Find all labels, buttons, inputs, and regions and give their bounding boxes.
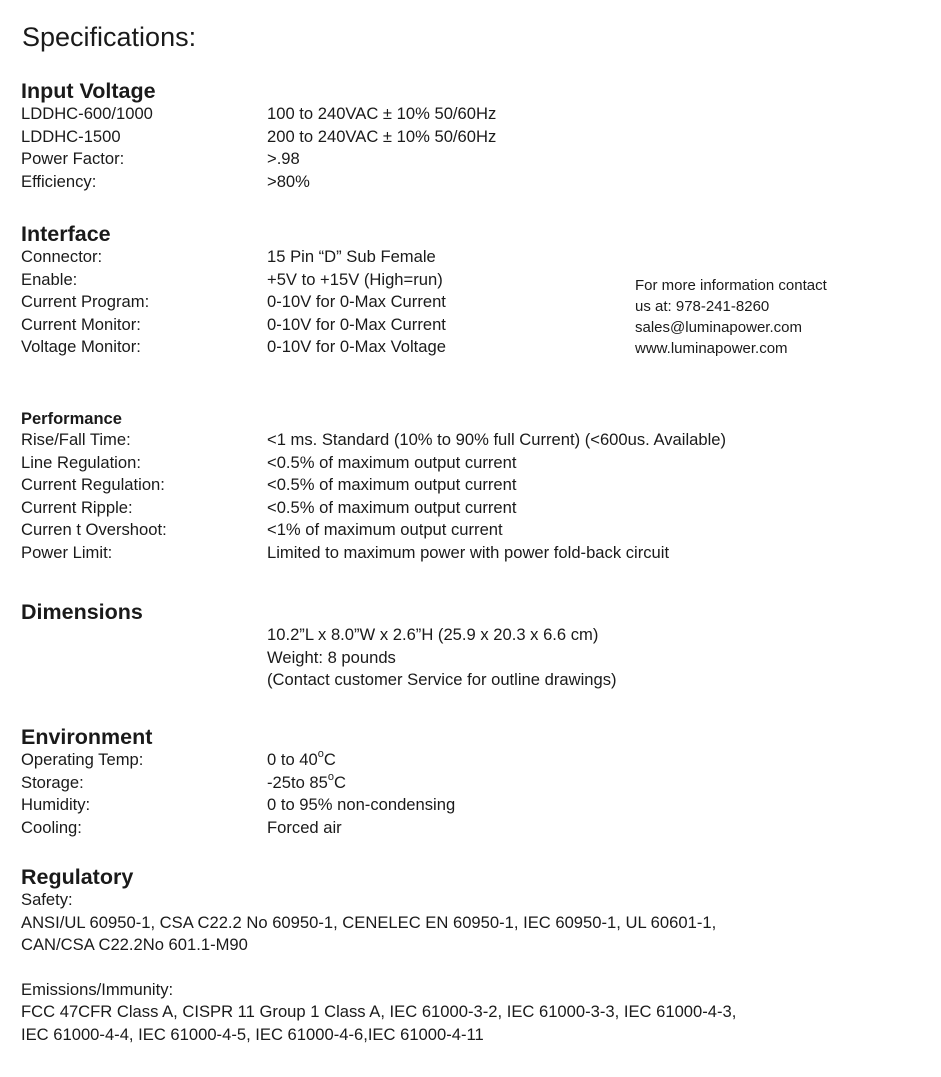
contact-website: www.luminapower.com — [635, 340, 788, 357]
safety-label: Safety: — [21, 890, 73, 909]
environment-heading: Environment — [21, 725, 153, 749]
spec-value: 0-10V for 0-Max Voltage — [267, 337, 446, 357]
contact-phone: us at: 978-241-8260 — [635, 298, 770, 315]
spec-value: -25to 85$^o$C — [267, 771, 346, 792]
spec-row — [21, 519, 503, 542]
performance-section — [21, 409, 727, 565]
spec-value: >.98 — [267, 149, 300, 169]
regulatory-heading: Regulatory — [21, 865, 134, 889]
spec-row — [21, 429, 727, 452]
spec-label: Enable: — [21, 269, 78, 289]
input-voltage-section — [21, 79, 497, 193]
spec-label: Efficiency: — [21, 171, 97, 191]
spec-value: 0-10V for 0-Max Current — [267, 292, 446, 312]
spec-value: <1 ms. Standard (10% to 90% full Current) (<600us. Available) — [267, 430, 727, 449]
spec-label: Current Monitor: — [21, 314, 141, 334]
spec-row — [21, 246, 436, 269]
spec-row — [21, 336, 446, 359]
emissions-label: Emissions/Immunity: — [21, 979, 174, 999]
spec-row — [21, 771, 346, 795]
spec-value: Weight: 8 pounds — [267, 647, 396, 667]
spec-row — [21, 542, 670, 565]
regulatory-section — [21, 865, 736, 1047]
spec-label: Cooling: — [21, 817, 82, 837]
emissions-standards-line: FCC 47CFR Class A, CISPR 11 Group 1 Class A, IEC 61000-3-2, IEC 61000-3-3, IEC 61000-4-3, — [21, 1002, 737, 1022]
spec-row — [21, 669, 617, 692]
contact-line: For more information contact — [635, 277, 827, 294]
spec-row — [21, 624, 599, 647]
spec-label: Rise/Fall Time: — [21, 430, 131, 449]
spec-value: <0.5% of maximum output current — [267, 497, 517, 517]
spec-value: 0-10V for 0-Max Current — [267, 314, 446, 334]
spec-value: Limited to maximum power with power fold-back circuit — [267, 542, 670, 562]
spec-value: <0.5% of maximum output current — [267, 475, 517, 495]
spec-row — [21, 497, 517, 520]
spec-row — [21, 794, 456, 817]
spec-label: Humidity: — [21, 795, 91, 815]
spec-row — [21, 474, 517, 497]
environment-section — [21, 725, 456, 839]
spec-row — [21, 269, 443, 292]
dimensions-section — [21, 600, 617, 692]
spec-label: LDDHC-1500 — [21, 126, 121, 146]
spec-label: Curren t Overshoot: — [21, 520, 167, 540]
spec-row — [21, 126, 497, 149]
spec-value: Forced air — [267, 817, 342, 837]
spec-label: Power Limit: — [21, 542, 113, 562]
contact-info — [635, 275, 827, 359]
spec-label: Operating Temp: — [21, 750, 144, 769]
spec-value: 0 to 40$^o$C — [267, 748, 336, 769]
spec-row — [21, 171, 310, 194]
spec-value: >80% — [267, 171, 310, 191]
spec-row — [21, 647, 396, 670]
spec-label: Current Regulation: — [21, 475, 165, 495]
interface-section — [21, 222, 446, 359]
spec-value: +5V to +15V (High=run) — [267, 269, 443, 289]
input-voltage-heading: Input Voltage — [21, 79, 156, 103]
spec-row — [21, 452, 517, 475]
spec-value: 15 Pin “D” Sub Female — [267, 247, 436, 266]
spec-value: 10.2”L x 8.0”W x 2.6”H (25.9 x 20.3 x 6.6 cm) — [267, 625, 599, 644]
spec-value: <1% of maximum output current — [267, 520, 503, 540]
degree-mark: o — [327, 771, 335, 784]
page-title: Specifications: — [22, 22, 197, 52]
spacer — [21, 957, 736, 979]
spec-row — [21, 817, 342, 840]
spec-row — [21, 314, 446, 337]
interface-heading: Interface — [21, 222, 111, 246]
spec-value: (Contact customer Service for outline drawings) — [267, 670, 617, 690]
spec-row — [21, 103, 497, 126]
performance-heading: Performance — [21, 410, 122, 428]
spec-value: 200 to 240VAC ± 10% 50/60Hz — [267, 126, 497, 146]
contact-email: sales@luminapower.com — [635, 319, 802, 336]
spec-label: Current Program: — [21, 292, 150, 312]
spec-label: Connector: — [21, 247, 103, 266]
degree-mark: o — [317, 748, 324, 761]
spec-value: 100 to 240VAC ± 10% 50/60Hz — [267, 104, 497, 123]
spec-label: Storage: — [21, 772, 84, 792]
spec-label: Line Regulation: — [21, 452, 141, 472]
safety-standards-line: CAN/CSA C22.2No 601.1-M90 — [21, 935, 248, 955]
spec-label: Power Factor: — [21, 149, 125, 169]
spec-value: <0.5% of maximum output current — [267, 452, 517, 472]
spec-label: Voltage Monitor: — [21, 337, 141, 357]
safety-standards-line: ANSI/UL 60950-1, CSA C22.2 No 60950-1, CENELEC EN 60950-1, IEC 60950-1, UL 60601-1, — [21, 912, 717, 932]
spec-row — [21, 148, 300, 171]
dimensions-heading: Dimensions — [21, 600, 143, 624]
spec-row — [21, 748, 336, 772]
spec-row — [21, 291, 446, 314]
emissions-standards-line: IEC 61000-4-4, IEC 61000-4-5, IEC 61000-4-6,IEC 61000-4-11 — [21, 1024, 484, 1044]
spec-value: 0 to 95% non-condensing — [267, 795, 456, 815]
spec-label: LDDHC-600/1000 — [21, 104, 153, 123]
spec-label: Current Ripple: — [21, 497, 133, 517]
